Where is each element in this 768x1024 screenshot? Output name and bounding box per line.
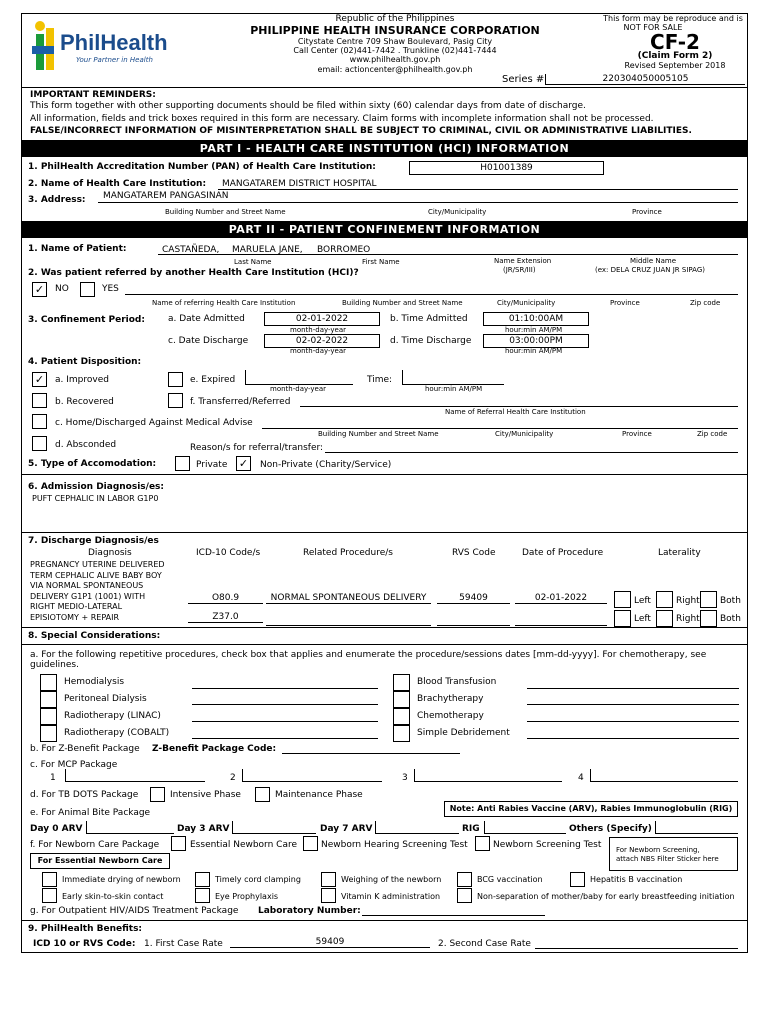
enc-drying-checkbox[interactable] bbox=[42, 872, 57, 887]
patient-first-name[interactable]: MARUELA JANE, bbox=[232, 245, 303, 255]
enc-hepb-label: Hepatitis B vaccination bbox=[590, 875, 683, 884]
part2-title: PART II - PATIENT CONFINEMENT INFORMATION bbox=[22, 221, 747, 238]
address-label: 3. Address: bbox=[28, 195, 86, 205]
dx-line: TERM CEPHALIC ALIVE BABY BOY bbox=[30, 570, 162, 580]
mcp-3-field[interactable] bbox=[414, 769, 562, 782]
enc-skin-checkbox[interactable] bbox=[42, 888, 57, 903]
dx-line: VIA NORMAL SPONTANEOUS bbox=[30, 581, 144, 590]
day0-field[interactable] bbox=[86, 821, 174, 834]
day3-field[interactable] bbox=[232, 821, 316, 834]
col-date: Date of Procedure bbox=[522, 548, 604, 558]
time-discharge-label: d. Time Discharge bbox=[390, 336, 472, 346]
notice-line2: NOT FOR SALE bbox=[623, 23, 683, 32]
header-web: www.philhealth.gov.ph bbox=[349, 55, 441, 64]
mcp-1-field[interactable] bbox=[65, 769, 205, 782]
improved-checkbox[interactable]: ✓ bbox=[32, 372, 47, 387]
reminder-line3: FALSE/INCORRECT INFORMATION OF MISINTERPRETATION SHALL BE SUBJECT TO CRIMINAL, CIVIL OR ADMINISTRATIVE LIABILITIES. bbox=[30, 126, 692, 136]
caption-time-admitted: hour:min AM/PM bbox=[505, 326, 563, 334]
col-icd: ICD-10 Code/s bbox=[196, 548, 261, 558]
caption-date-discharge: month-day-year bbox=[290, 347, 347, 355]
caption-last-name: Last Name bbox=[234, 258, 272, 266]
q8a-text: a. For the following repetitive procedures, check box that applies and enumerate the procedure/sessions dates [mm-dd-yyyy]. For chemotherapy, see bbox=[30, 650, 707, 660]
caption-referral-hci: Name of Referral Health Care Institution bbox=[445, 408, 586, 416]
hemodialysis-label: Hemodialysis bbox=[64, 677, 125, 687]
enc-clamping-label: Timely cord clamping bbox=[215, 875, 301, 884]
time-discharge-field[interactable]: 03:00:00PM bbox=[483, 334, 589, 348]
improved-label: a. Improved bbox=[55, 375, 109, 385]
time-admitted-field[interactable]: 01:10:00AM bbox=[483, 312, 589, 326]
peritoneal-checkbox[interactable] bbox=[40, 691, 57, 708]
col-procedure: Related Procedure/s bbox=[303, 548, 393, 558]
caption-ref-zip: Zip code bbox=[690, 299, 721, 307]
caption-middle-name: Middle Name bbox=[630, 257, 676, 265]
debridement-label: Simple Debridement bbox=[417, 728, 510, 738]
caption-referral-zip: Zip code bbox=[697, 430, 728, 438]
nbs-note-line2: attach NBS Filter Sticker here bbox=[616, 855, 719, 863]
caption-city: City/Municipality bbox=[428, 208, 487, 216]
day0-label: Day 0 ARV bbox=[30, 824, 83, 834]
disposition-label: 4. Patient Disposition: bbox=[28, 357, 142, 367]
dx-line: PREGNANCY UTERINE DELIVERED bbox=[30, 560, 165, 569]
enc-bcg-checkbox[interactable] bbox=[457, 872, 472, 887]
caption-ref-province: Province bbox=[610, 299, 640, 307]
series-label: Series # bbox=[502, 74, 545, 85]
enc-eye-label: Eye Prophylaxis bbox=[215, 892, 279, 901]
enc-weighing-label: Weighing of the newborn bbox=[341, 875, 442, 884]
admission-dx-field[interactable]: PUFT CEPHALIC IN LABOR G1P0 bbox=[32, 494, 159, 503]
mcp-1-label: 1 bbox=[50, 773, 56, 783]
home-ama-label: c. Home/Discharged Against Medical Advise bbox=[55, 418, 253, 428]
dx-line: RIGHT MEDIO-LATERAL bbox=[30, 602, 123, 611]
day7-field[interactable] bbox=[375, 821, 459, 834]
enc-vitk-checkbox[interactable] bbox=[321, 888, 336, 903]
newborn-label: f. For Newborn Care Package bbox=[30, 840, 160, 850]
right-label-2: Right bbox=[676, 614, 700, 624]
left-label-2: Left bbox=[634, 614, 651, 624]
discharge-dx-label: 7. Discharge Diagnosis/es bbox=[28, 536, 159, 546]
icd-code-1[interactable]: O80.9 bbox=[188, 593, 263, 604]
intensive-checkbox[interactable] bbox=[150, 787, 165, 802]
arv-note: Note: Anti Rabies Vaccine (ARV), Rabies Immunoglobulin (RIG) bbox=[444, 801, 738, 817]
private-label: Private bbox=[196, 460, 228, 470]
caption-referral-city: City/Municipality bbox=[495, 430, 554, 438]
cobalt-checkbox[interactable] bbox=[40, 725, 57, 742]
enc-drying-label: Immediate drying of newborn bbox=[62, 875, 181, 884]
first-case-rate-field[interactable]: 59409 bbox=[230, 937, 430, 948]
date-admitted-field[interactable]: 02-01-2022 bbox=[264, 312, 380, 326]
col-diagnosis: Diagnosis bbox=[88, 548, 132, 558]
mcp-2-label: 2 bbox=[230, 773, 236, 783]
enc-hepb-checkbox[interactable] bbox=[570, 872, 585, 887]
expired-date-field[interactable] bbox=[245, 370, 353, 385]
caption-referring-hci: Name of referring Health Care Institution bbox=[152, 299, 296, 307]
maintenance-label: Maintenance Phase bbox=[275, 790, 363, 800]
left-checkbox-2[interactable] bbox=[614, 610, 631, 627]
debridement-checkbox[interactable] bbox=[393, 725, 410, 742]
caption-name-ext2: (JR/SR/III) bbox=[503, 266, 536, 274]
mcp-label: c. For MCP Package bbox=[30, 760, 118, 770]
caption-expired-time: hour:min AM/PM bbox=[425, 385, 483, 393]
notice-line1: This form may be reproduce and is bbox=[603, 14, 743, 23]
reminder-line1: This form together with other supporting documents should be filed within sixty (60) calendar days from date of discharge. bbox=[30, 101, 586, 111]
series-number: 220304050005105 bbox=[545, 74, 745, 85]
col-laterality: Laterality bbox=[658, 548, 701, 558]
home-ama-checkbox[interactable] bbox=[32, 414, 47, 429]
caption-province: Province bbox=[632, 208, 662, 216]
enc-nonsep-label: Non-separation of mother/baby for early breastfeeding initiation bbox=[477, 892, 735, 901]
header-call: Call Center (02)441-7442 . Trunkline (02)441-7444 bbox=[293, 46, 497, 55]
brachytherapy-label: Brachytherapy bbox=[417, 694, 484, 704]
mcp-4-field[interactable] bbox=[590, 769, 738, 782]
tb-dots-label: d. For TB DOTS Package bbox=[30, 790, 139, 800]
discharge-dx-text[interactable] bbox=[30, 560, 165, 623]
q8a-text2: guidelines. bbox=[30, 660, 79, 670]
procedure-date-1[interactable]: 02-01-2022 bbox=[515, 593, 607, 604]
caption-time-discharge: hour:min AM/PM bbox=[505, 347, 563, 355]
blood-transfusion-checkbox[interactable] bbox=[393, 674, 410, 691]
time-admitted-label: b. Time Admitted bbox=[390, 314, 468, 324]
others-field[interactable] bbox=[655, 821, 738, 834]
newborn-screening-checkbox[interactable] bbox=[475, 836, 490, 851]
rig-field[interactable] bbox=[484, 821, 566, 834]
accommodation-label: 5. Type of Accomodation: bbox=[28, 459, 157, 469]
intensive-label: Intensive Phase bbox=[170, 790, 241, 800]
z-benefit-code-label: Z-Benefit Package Code: bbox=[152, 744, 277, 754]
patient-middle-name[interactable]: BORROMEO bbox=[317, 245, 371, 255]
mcp-3-label: 3 bbox=[402, 773, 408, 783]
both-label-2: Both bbox=[720, 614, 741, 624]
header-address: Citystate Centre 709 Shaw Boulevard, Pasig City bbox=[297, 37, 493, 46]
left-checkbox-1[interactable] bbox=[614, 591, 631, 608]
part1-title: PART I - HEALTH CARE INSTITUTION (HCI) INFORMATION bbox=[22, 140, 747, 157]
nonprivate-checkbox[interactable]: ✓ bbox=[236, 456, 251, 471]
hci-name-label: 2. Name of Health Care Institution: bbox=[28, 179, 207, 189]
icd-code-2[interactable]: Z37.0 bbox=[188, 612, 263, 623]
benefits-label: 9. PhilHealth Benefits: bbox=[28, 924, 143, 934]
confinement-label: 3. Confinement Period: bbox=[28, 315, 145, 325]
admission-dx-label: 6. Admission Diagnosis/es: bbox=[28, 482, 165, 492]
z-benefit-label: b. For Z-Benefit Package bbox=[30, 744, 140, 754]
expired-checkbox[interactable] bbox=[168, 372, 183, 387]
special-considerations-label: 8. Special Considerations: bbox=[28, 631, 161, 641]
logo-text: PhilHealth bbox=[60, 30, 168, 55]
rig-label: RIG bbox=[462, 824, 480, 834]
chemotherapy-label: Chemotherapy bbox=[417, 711, 484, 721]
referred-no-label: NO bbox=[55, 284, 69, 294]
nonprivate-label: Non-Private (Charity/Service) bbox=[260, 460, 392, 470]
hearing-test-checkbox[interactable] bbox=[303, 836, 318, 851]
date-admitted-label: a. Date Admitted bbox=[168, 314, 245, 324]
caption-ref-street: Building Number and Street Name bbox=[342, 299, 463, 307]
dx-line: DELIVERY G1P1 (1001) WITH bbox=[30, 591, 146, 601]
referred-label: 2. Was patient referred by another Health Care Institution (HCI)? bbox=[28, 268, 359, 278]
pan-field[interactable]: H01001389 bbox=[409, 161, 604, 175]
dx-line: EPISIOTOMY + REPAIR bbox=[30, 612, 120, 622]
absconded-checkbox[interactable] bbox=[32, 436, 47, 451]
hiv-package-label: g. For Outpatient HIV/AIDS Treatment Package bbox=[30, 906, 239, 916]
date-discharge-field[interactable]: 02-02-2022 bbox=[264, 334, 380, 348]
rvs-code-1[interactable]: 59409 bbox=[437, 593, 510, 604]
enc-skin-label: Early skin-to-skin contact bbox=[62, 892, 164, 901]
right-label-1: Right bbox=[676, 596, 700, 606]
caption-expired-date: month-day-year bbox=[270, 385, 327, 393]
enc-bcg-label: BCG vaccination bbox=[477, 875, 543, 884]
second-case-rate-label: 2. Second Case Rate bbox=[438, 939, 531, 949]
reminders-title: IMPORTANT REMINDERS: bbox=[30, 90, 156, 100]
pan-label: 1. PhilHealth Accreditation Number (PAN) of Health Care Institution: bbox=[28, 162, 376, 172]
revised-date: Revised September 2018 bbox=[624, 61, 726, 70]
patient-name-label: 1. Name of Patient: bbox=[28, 244, 127, 254]
day7-label: Day 7 ARV bbox=[320, 824, 373, 834]
logo-tagline: Your Partner in Health bbox=[76, 56, 153, 64]
caption-first-name: First Name bbox=[362, 258, 400, 266]
caption-date-admitted: month-day-year bbox=[290, 326, 347, 334]
brachytherapy-checkbox[interactable] bbox=[393, 691, 410, 708]
right-checkbox-2[interactable] bbox=[656, 610, 673, 627]
nbs-note-line1: For Newborn Screening, bbox=[616, 846, 700, 854]
enc-vitk-label: Vitamin K administration bbox=[341, 892, 441, 901]
animal-bite-label: e. For Animal Bite Package bbox=[30, 808, 151, 818]
form-code: CF-2 bbox=[650, 30, 700, 54]
procedure-1[interactable]: NORMAL SPONTANEOUS DELIVERY bbox=[266, 593, 431, 604]
patient-last-name[interactable]: CASTAÑEDA, bbox=[162, 245, 220, 255]
recovered-checkbox[interactable] bbox=[32, 393, 47, 408]
header-republic: Republic of the Philippines bbox=[335, 14, 455, 24]
expired-label: e. Expired bbox=[190, 375, 236, 385]
referred-yes-label: YES bbox=[102, 284, 119, 294]
hci-name-field[interactable]: MANGATAREM DISTRICT HOSPITAL bbox=[222, 179, 377, 189]
icd-rvs-label: ICD 10 or RVS Code: bbox=[33, 939, 136, 949]
caption-referral-province: Province bbox=[622, 430, 652, 438]
expired-time-label: Time: bbox=[367, 375, 393, 385]
day3-label: Day 3 ARV bbox=[177, 824, 230, 834]
caption-referral-street: Building Number and Street Name bbox=[318, 430, 439, 438]
lab-number-label: Laboratory Number: bbox=[258, 906, 361, 916]
enc-nonsep-checkbox[interactable] bbox=[457, 888, 472, 903]
date-discharge-label: c. Date Discharge bbox=[168, 336, 249, 346]
chemotherapy-checkbox[interactable] bbox=[393, 708, 410, 725]
transferred-label: f. Transferred/Referred bbox=[190, 397, 291, 407]
maintenance-checkbox[interactable] bbox=[255, 787, 270, 802]
essential-newborn-label: Essential Newborn Care bbox=[190, 840, 298, 850]
form-name: (Claim Form 2) bbox=[637, 51, 713, 61]
newborn-screening-label: Newborn Screening Test bbox=[493, 840, 602, 850]
enc-clamping-checkbox[interactable] bbox=[195, 872, 210, 887]
both-checkbox-2[interactable] bbox=[700, 610, 717, 627]
caption-ref-city: City/Municipality bbox=[497, 299, 556, 307]
essential-newborn-checkbox[interactable] bbox=[171, 836, 186, 851]
referred-no-checkbox[interactable]: ✓ bbox=[32, 282, 47, 297]
transferred-checkbox[interactable] bbox=[168, 393, 183, 408]
referred-yes-checkbox[interactable] bbox=[80, 282, 95, 297]
col-rvs: RVS Code bbox=[452, 548, 496, 558]
enc-weighing-checkbox[interactable] bbox=[321, 872, 336, 887]
expired-time-field[interactable] bbox=[402, 370, 504, 385]
left-label-1: Left bbox=[634, 596, 651, 606]
hemodialysis-checkbox[interactable] bbox=[40, 674, 57, 691]
mcp-4-label: 4 bbox=[578, 773, 584, 783]
linac-checkbox[interactable] bbox=[40, 708, 57, 725]
first-case-rate-label: 1. First Case Rate bbox=[144, 939, 223, 949]
referral-reasons-label: Reason/s for referral/transfer: bbox=[190, 443, 324, 453]
blood-transfusion-label: Blood Transfusion bbox=[417, 677, 497, 687]
private-checkbox[interactable] bbox=[175, 456, 190, 471]
reminder-line2: All information, fields and trick boxes required in this form are necessary. Claim forms with incomplete information shall not be processed. bbox=[30, 114, 654, 124]
address-field[interactable]: MANGATAREM PANGASINAN bbox=[103, 191, 229, 201]
caption-street: Building Number and Street Name bbox=[165, 208, 286, 216]
enc-eye-checkbox[interactable] bbox=[195, 888, 210, 903]
header-corp: PHILIPPINE HEALTH INSURANCE CORPORATION bbox=[250, 24, 540, 37]
linac-label: Radiotherapy (LINAC) bbox=[64, 711, 161, 721]
recovered-label: b. Recovered bbox=[55, 397, 114, 407]
nbs-sticker-box[interactable] bbox=[609, 837, 738, 871]
right-checkbox-1[interactable] bbox=[656, 591, 673, 608]
cobalt-label: Radiotherapy (COBALT) bbox=[64, 728, 170, 738]
both-label-1: Both bbox=[720, 596, 741, 606]
caption-name-ext: Name Extension bbox=[494, 257, 552, 265]
essential-newborn-care-button[interactable]: For Essential Newborn Care bbox=[30, 853, 170, 869]
caption-middle-name2: (ex: DELA CRUZ JUAN JR SIPAG) bbox=[595, 266, 705, 274]
others-label: Others (Specify) bbox=[569, 824, 652, 834]
header-email: email: actioncenter@philhealth.gov.ph bbox=[317, 65, 473, 74]
both-checkbox-1[interactable] bbox=[700, 591, 717, 608]
mcp-2-field[interactable] bbox=[242, 769, 382, 782]
absconded-label: d. Absconded bbox=[55, 440, 117, 450]
hearing-test-label: Newborn Hearing Screening Test bbox=[321, 840, 468, 850]
peritoneal-label: Peritoneal Dialysis bbox=[64, 694, 147, 704]
